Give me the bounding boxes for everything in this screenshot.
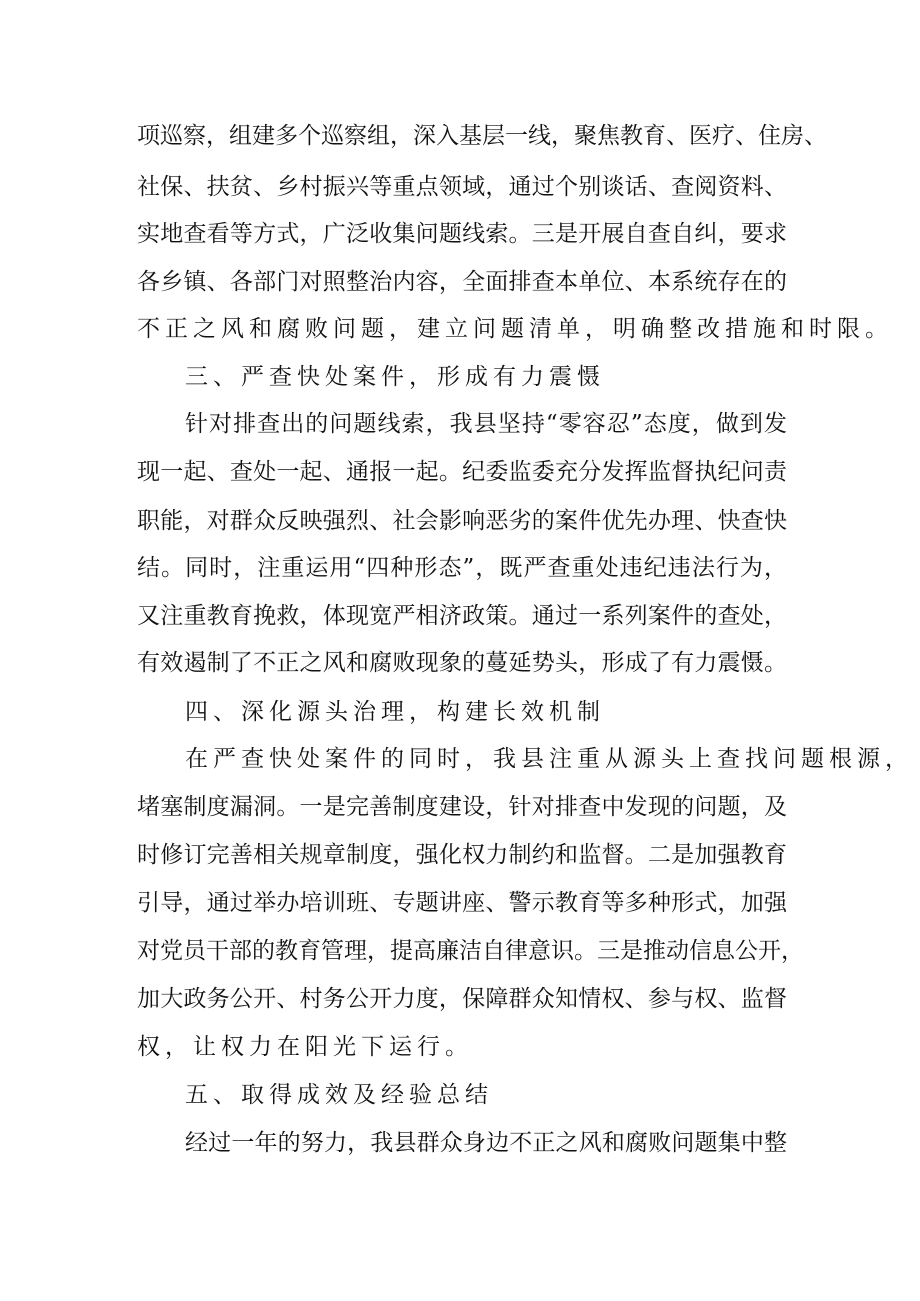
body-text-line: 结。同时，注重运用“四种形态”，既严查重处违纪违法行为， [137,555,787,581]
section-heading: 三、严查快处案件，形成有力震慑 [185,364,605,390]
body-text-line: 项巡察，组建多个巡察组，深入基层一线，聚焦教育、医疗、住房、 [137,123,827,149]
body-text-line: 引导，通过举办培训班、专题讲座、警示教育等多种形式，加强 [137,890,787,916]
body-text-line: 社保、扶贫、乡村振兴等重点领域，通过个别谈话、查阅资料、 [137,174,787,200]
body-text-line: 加大政务公开、村务公开力度，保障群众知情权、参与权、监督 [137,986,787,1012]
body-text-line: 职能，对群众反映强烈、社会影响恶劣的案件优先办理、快查快 [137,508,787,534]
paragraph-first-line: 经过一年的努力，我县群众身边不正之风和腐败问题集中整 [185,1130,787,1156]
section-heading: 四、深化源头治理，构建长效机制 [185,699,605,725]
body-text-line: 有效遏制了不正之风和腐败现象的蔓延势头，形成了有力震慑。 [137,650,787,676]
section-heading: 五、取得成效及经验总结 [185,1082,493,1108]
body-text-line: 对党员干部的教育管理，提高廉洁自律意识。三是推动信息公开， [137,938,804,964]
body-text-line: 时修订完善相关规章制度，强化权力制约和监督。二是加强教育 [137,842,787,868]
body-text-line: 实地查看等方式，广泛收集问题线索。三是开展自查自纠，要求 [137,221,787,247]
body-text-line: 各乡镇、各部门对照整治内容，全面排查本单位、本系统存在的 [137,269,787,295]
body-text-line: 不正之风和腐败问题，建立问题清单，明确整改措施和时限。 [137,316,893,342]
paragraph-first-line: 针对排查出的问题线索，我县坚持“零容忍”态度，做到发 [185,411,787,437]
paragraph-first-line: 在严查快处案件的同时，我县注重从源头上查找问题根源， [185,746,913,772]
body-text-line: 现一起、查处一起、通报一起。纪委监委充分发挥监督执纪问责 [137,459,787,485]
body-text-line: 权，让权力在阳光下运行。 [137,1034,473,1060]
body-text-line: 堵塞制度漏洞。一是完善制度建设，针对排查中发现的问题，及 [137,794,787,820]
body-text-line: 又注重教育挽救，体现宽严相济政策。通过一系列案件的查处， [137,603,787,629]
